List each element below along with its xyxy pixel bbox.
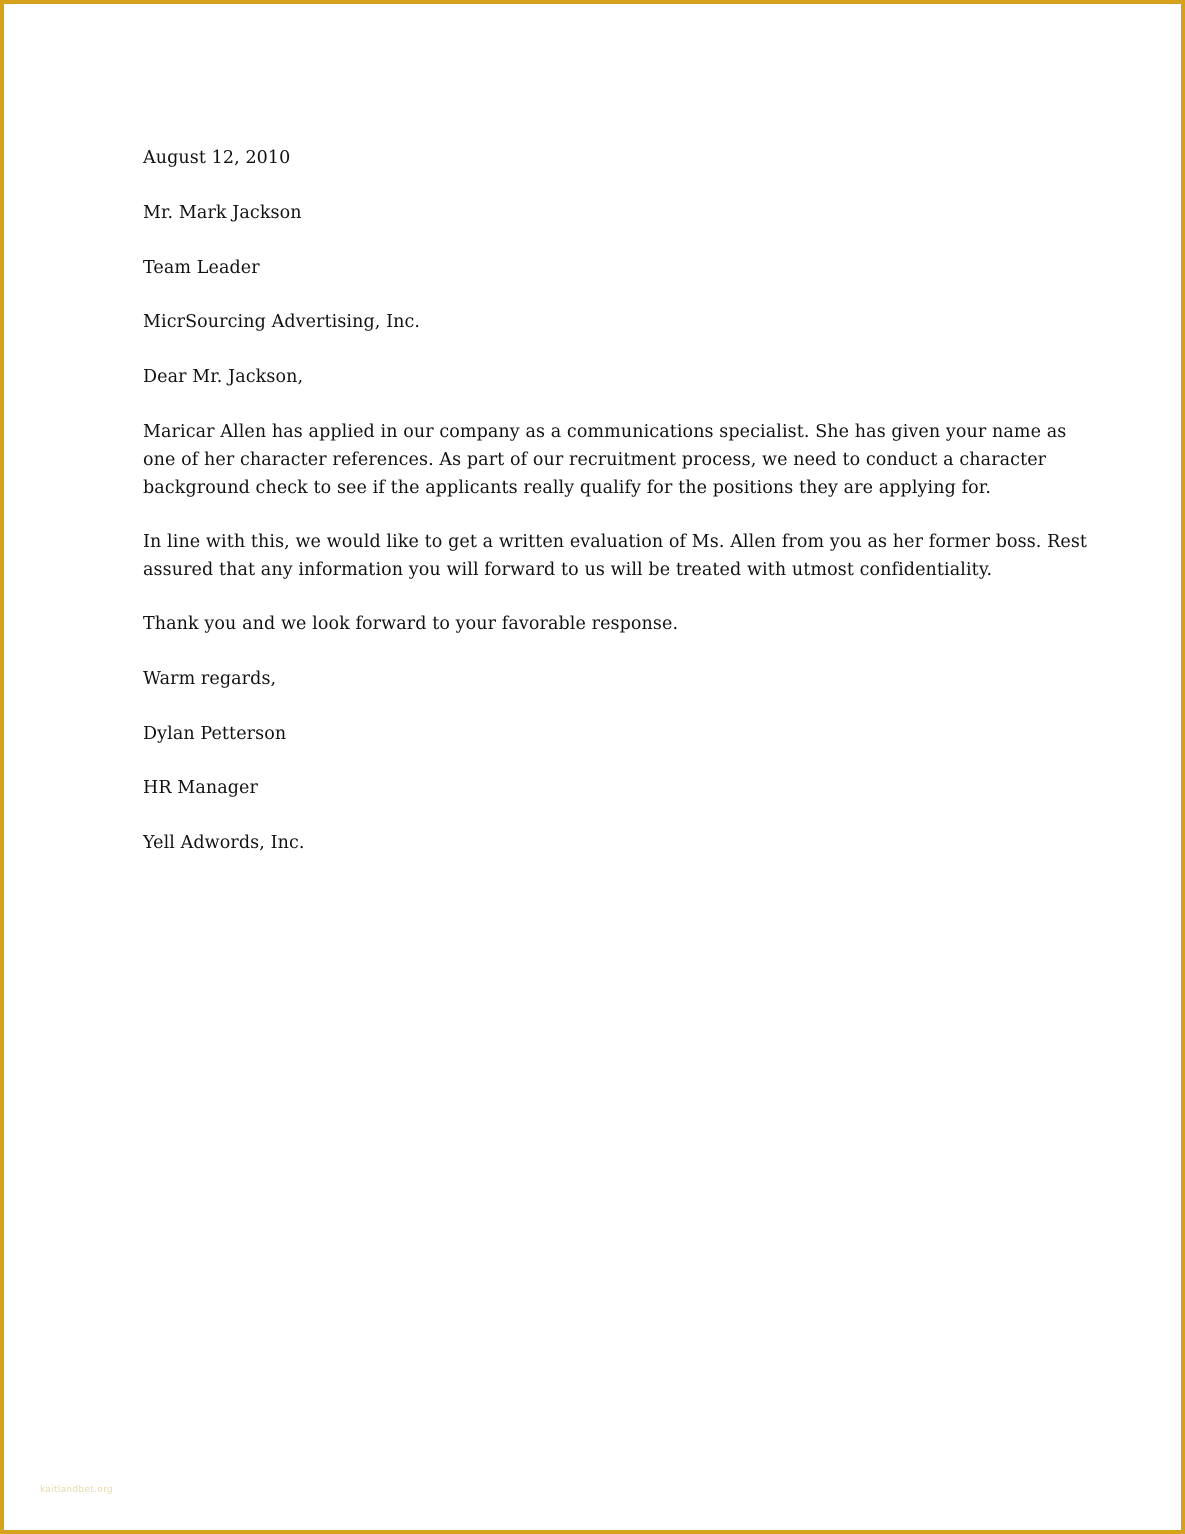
paragraph-2-line: assured that any information you will forward to us will be treated with utmost confidentiality.	[143, 560, 993, 580]
salutation: Dear Mr. Jackson,	[143, 367, 304, 387]
paragraph-1-line: background check to see if the applicants really qualify for the positions they are applying for.	[143, 478, 991, 498]
paragraph-1-line: Maricar Allen has applied in our company as a communications specialist. She has given your name as	[143, 422, 1067, 442]
closing: Warm regards,	[143, 669, 277, 689]
paragraph-2-line: In line with this, we would like to get a written evaluation of Ms. Allen from you as her former boss. Rest	[143, 532, 1088, 552]
letter-date: August 12, 2010	[143, 148, 291, 168]
paragraph-2	[143, 528, 1088, 584]
sender-name: Dylan Petterson	[143, 724, 287, 744]
sender-title: HR Manager	[143, 778, 258, 798]
sender-company: Yell Adwords, Inc.	[143, 833, 305, 853]
paragraph-1	[143, 418, 1067, 502]
paragraph-1-line: one of her character references. As part of our recruitment process, we need to conduct a character	[143, 450, 1047, 470]
watermark: kaitlandbet.org	[40, 1485, 113, 1495]
recipient-name: Mr. Mark Jackson	[143, 203, 302, 223]
recipient-company: MicrSourcing Advertising, Inc.	[143, 312, 421, 332]
paragraph-3: Thank you and we look forward to your favorable response.	[143, 614, 679, 634]
recipient-title: Team Leader	[143, 258, 260, 278]
